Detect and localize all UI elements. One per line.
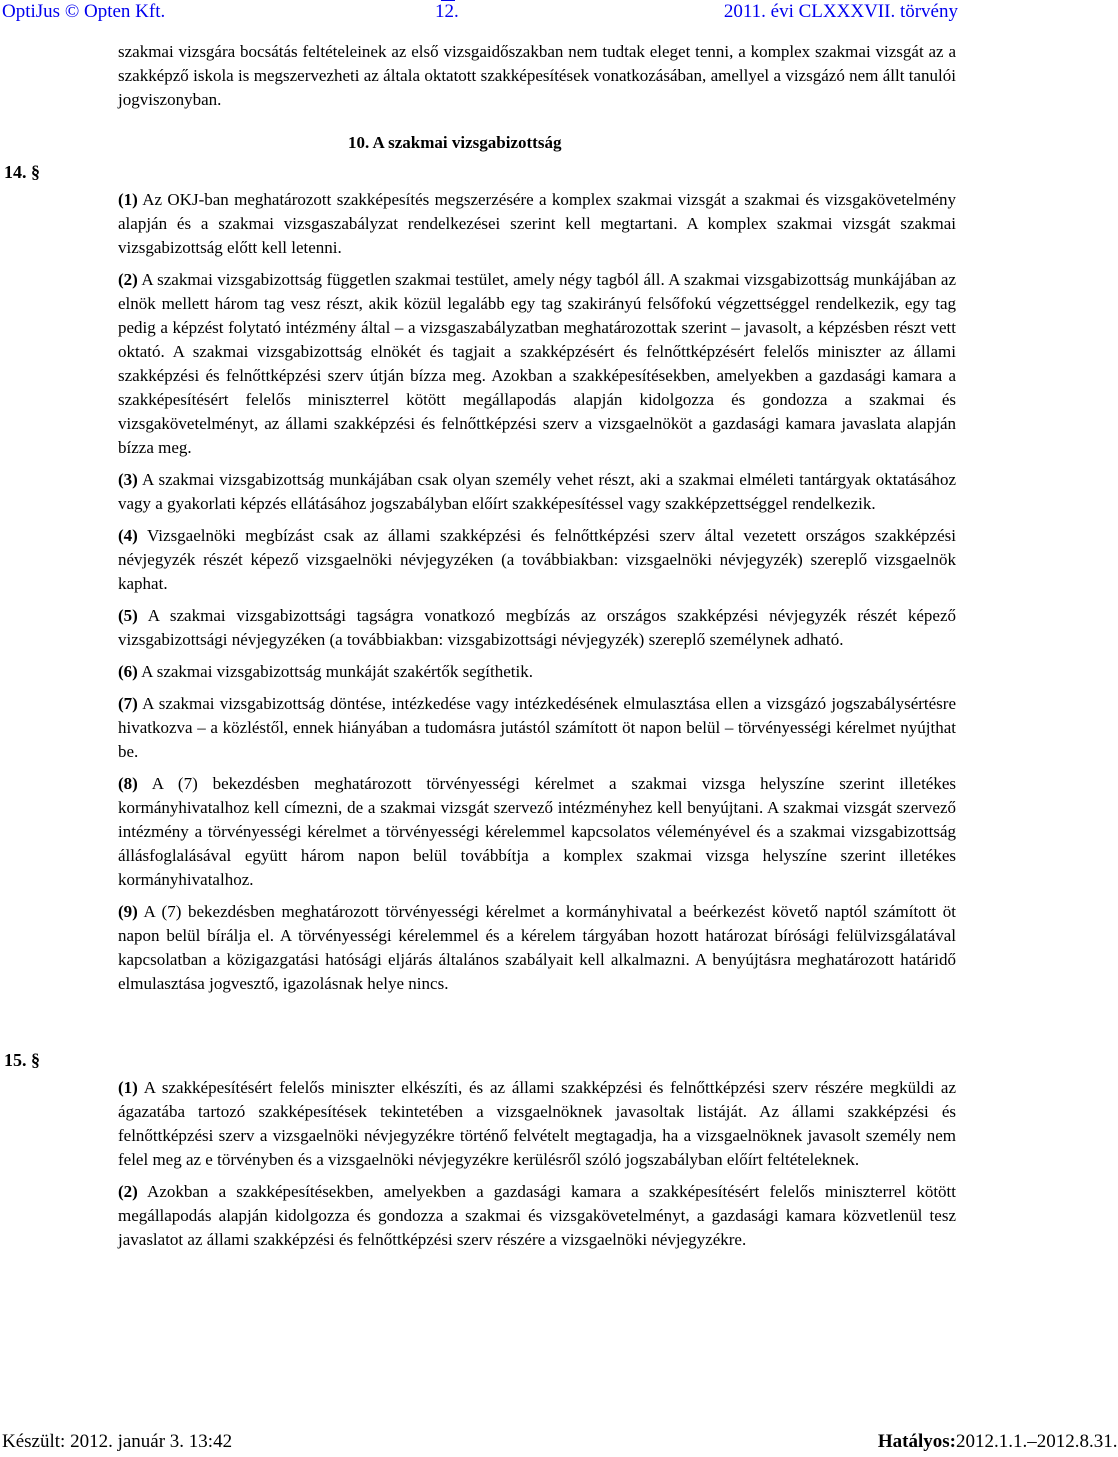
paragraph-number: (1)	[118, 190, 138, 209]
header-publisher: OptiJus © Opten Kft.	[2, 1, 166, 22]
section-14-body	[118, 188, 956, 1004]
paragraph-number: (9)	[118, 902, 138, 921]
header-dash-right	[441, 0, 455, 1]
paragraph	[118, 268, 956, 460]
paragraph-number: (3)	[118, 470, 138, 489]
paragraph-number: (6)	[118, 662, 138, 681]
paragraph-text: Vizsgaelnöki megbízást csak az állami szakképzési és felnőttképzési szerv által vezetett országos szakképzési névjegyzék részét képező vizsgaelnöki névjegyzéken (a továbbiakban: vizsgaelnöki névjegyzék) szereplő vizsgaelnök kaphat.	[118, 526, 956, 593]
paragraph	[118, 1076, 956, 1172]
paragraph	[118, 900, 956, 996]
intro-text: szakmai vizsgára bocsátás feltételeinek az első vizsgaidőszakban nem tudtak eleget tenni, a komplex szakmai vizsgát az a szakképző iskola is megszervezheti az általa oktatott szakképesítések vonatkozásában, amellyel a vizsgázó nem állt tanulói jogviszonyban.	[118, 42, 956, 109]
footer-effective-label: Hatályos:	[877, 1431, 956, 1452]
paragraph-number: (2)	[118, 270, 138, 289]
footer-effective	[877, 1430, 1118, 1454]
paragraph-number: (1)	[118, 1078, 138, 1097]
paragraph-text: A szakmai vizsgabizottság döntése, intézkedése vagy intézkedésének elmulasztása ellen a vizsgázó jogszabálysértésre hivatkozva – a közléstől, ennek hiányában a tudomásra jutástól számított öt napon belül – törvényességi kérelmet nyújthat be.	[118, 694, 956, 761]
header-page-number-value: 12.	[435, 1, 459, 22]
paragraph-text: Azokban a szakképesítésekben, amelyekben a gazdasági kamara a szakképesítésért felelős miniszterrel kötött megállapodás alapján kidolgozza és gondozza a szakmai és vizsgakövetelményt, a gazdasági kamara közvetlenül tesz javaslatot az állami szakképzési és felnőttképzési szerv részére a vizsgaelnöki névjegyzékre.	[118, 1182, 956, 1249]
paragraph	[118, 772, 956, 892]
paragraph	[118, 692, 956, 764]
paragraph	[118, 1180, 956, 1252]
paragraph-text: A (7) bekezdésben meghatározott törvényességi kérelmet a kormányhivatal a beérkezést követő naptól számított öt napon belül bírálja el. A törvényességi kérelemmel és a kérelem tárgyában hozott határozat bírósági felülvizsgálatával kapcsolatban a közigazgatási hatósági eljárás általános szabályait kell alkalmazni. A benyújtásra meghatározott határidő elmulasztása jogvesztő, igazolásnak helye nincs.	[118, 902, 956, 993]
paragraph-number: (2)	[118, 1182, 138, 1201]
paragraph-text: A szakmai vizsgabizottsági tagságra vonatkozó megbízás az országos szakképzési névjegyzék részét képező vizsgabizottsági névjegyzéken (a továbbiakban: vizsgabizottsági névjegyzék) szereplő személynek adható.	[118, 606, 956, 649]
paragraph-number: (8)	[118, 774, 138, 793]
paragraph-number: (4)	[118, 526, 138, 545]
paragraph-text: A szakmai vizsgabizottság munkájában csak olyan személy vehet részt, aki a szakmai elméleti tantárgyak oktatásához vagy a gyakorlati képzés ellátásához jogszabályban előírt szakképesítéssel vagy szakképzettséggel rendelkezik.	[118, 470, 956, 513]
paragraph	[118, 188, 956, 260]
paragraph	[118, 524, 956, 596]
paragraph-number: (5)	[118, 606, 138, 625]
paragraph	[118, 660, 956, 684]
paragraph-text: A szakmai vizsgabizottság független szakmai testület, amely négy tagból áll. A szakmai vizsgabizottság munkájában az elnök mellett három tag vesz részt, akik közül legalább egy tag szakirányú felsőfokú végzettséggel rendelkezik, egy tag pedig a képzést folytató intézmény által – a vizsgaszabályzatban meghatározottak szerint – javasolt, a képzésben részt vett oktató. A szakmai vizsgabizottság elnökét és tagjait a szakképzésért és felnőttképzésért felelős miniszter az állami szakképzési és felnőttképzési szerv útján bízza meg. Azokban a szakképesítésekben, amelyekben a gazdasági kamara a szakképesítésért felelős miniszterrel kötött megállapodás alapján kidolgozza és gondozza a szakmai és vizsgakövetelményt, az állami szakképzési és felnőttképzési szerv a vizsgaelnököt a gazdasági kamara javaslata alapján bízza meg.	[118, 270, 956, 457]
paragraph	[118, 468, 956, 516]
paragraph-text: A szakmai vizsgabizottság munkáját szakértők segíthetik.	[137, 662, 533, 681]
section-15-body	[118, 1076, 956, 1260]
chapter-title: 10. A szakmai vizsgabizottság	[348, 133, 562, 152]
section-14-number: 14. §	[4, 162, 40, 182]
paragraph-number: (7)	[118, 694, 138, 713]
intro-paragraph	[118, 40, 956, 112]
page-footer	[0, 1430, 1118, 1457]
paragraph	[118, 604, 956, 652]
footer-effective-value: 2012.1.1.–2012.8.31.	[956, 1431, 1118, 1452]
paragraph-text: A (7) bekezdésben meghatározott törvényességi kérelmet a szakmai vizsga helyszíne szerint illetékes kormányhivatalhoz kell címezni, de a szakmai vizsgát szervező intézményhez kell benyújtani. A szakmai vizsgát szervező intézmény a törvényességi kérelmet a törvényességi kérelemmel kapcsolatos véleményével és a szakmai vizsgabizottság állásfoglalásával együtt három napon belül továbbítja a komplex szakmai vizsga helyszíne szerint illetékes kormányhivatalhoz.	[118, 774, 956, 889]
page-header	[0, 0, 960, 30]
header-law-title: 2011. évi CLXXXVII. törvény	[723, 1, 958, 22]
footer-created: Készült: 2012. január 3. 13:42	[2, 1431, 233, 1452]
section-15-number: 15. §	[4, 1050, 40, 1070]
paragraph-text: Az OKJ-ban meghatározott szakképesítés megszerzésére a komplex szakmai vizsgát a szakmai és vizsgakövetelmény alapján és a szakmai vizsgaszabályzat rendelkezései szerint kell megtartani. A komplex szakmai vizsgát szakmai vizsgabizottság előtt kell letenni.	[118, 190, 956, 257]
paragraph-text: A szakképesítésért felelős miniszter elkészíti, és az állami szakképzési és felnőttképzési szerv részére megküldi az ágazatába tartozó szakképesítések tekintetében a vizsgaelnöknek javasoltak listáját. Az állami szakképzési és felnőttképzési szerv a vizsgaelnöki névjegyzékre történő felvételt megtagadja, ha a vizsgaelnöknek javasolt személy nem felel meg az e törvényben és a vizsgaelnöki névjegyzékre kerülésről szóló jogszabályban előírt feltételeknek.	[118, 1078, 956, 1169]
